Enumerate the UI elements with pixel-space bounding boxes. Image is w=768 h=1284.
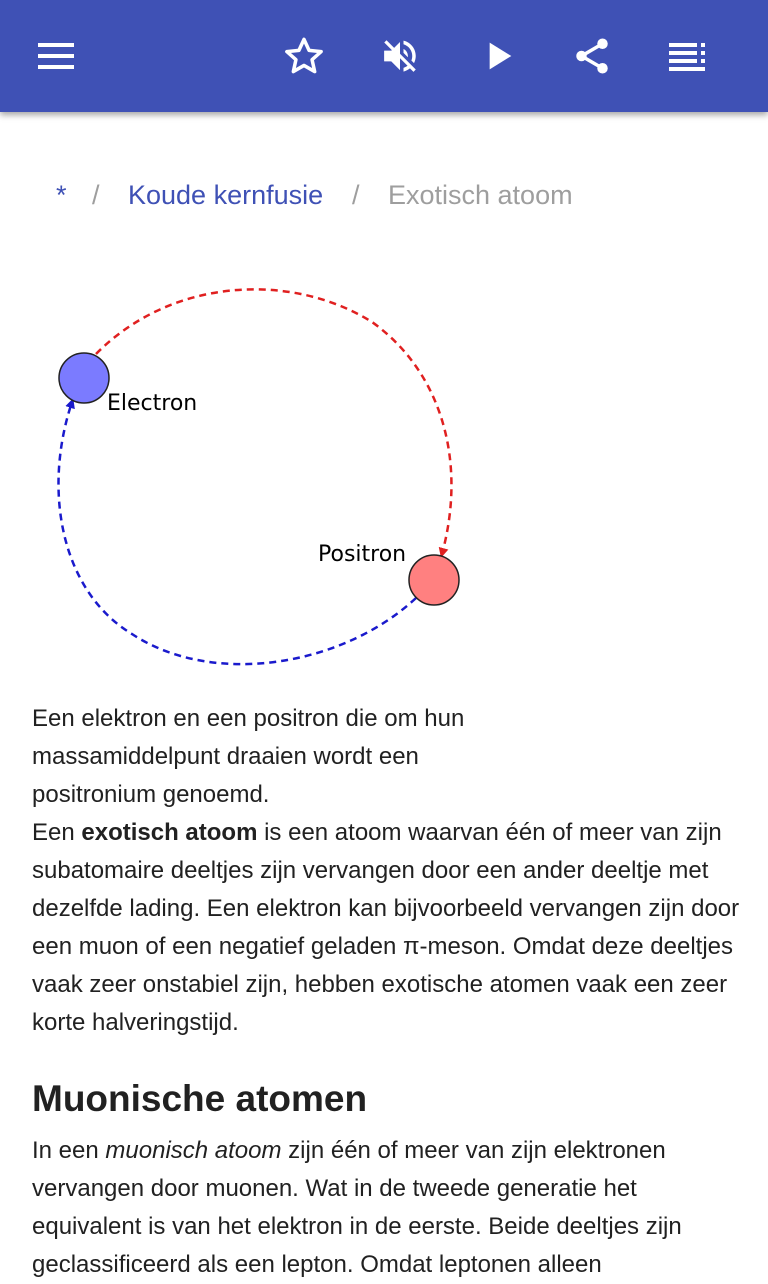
favorite-button[interactable]	[276, 28, 332, 84]
star-icon	[283, 35, 325, 77]
play-icon	[478, 36, 518, 76]
term-exotisch-atoom: exotisch atoom	[81, 819, 258, 846]
share-button[interactable]	[564, 28, 620, 84]
breadcrumb-home[interactable]: *	[56, 180, 67, 210]
electron-particle	[59, 353, 109, 403]
breadcrumb-separator: /	[92, 180, 100, 210]
breadcrumb-parent-link[interactable]: Koude kernfusie	[128, 180, 324, 210]
positron-particle	[409, 555, 459, 605]
term-muonisch-atoom: muonisch atoom	[105, 1137, 282, 1164]
electron-label: Electron	[107, 391, 198, 416]
playlist-icon	[667, 39, 709, 73]
menu-icon	[36, 41, 76, 71]
paragraph-text: is een atoom waarvan één of meer van zijn subatomaire deeltjes zijn vervangen door een ander deeltje met dezelfde lading. Een elektron kan bijvoorbeeld vervangen zijn door een muon of een negatief geladen π-meson. Omdat deze deeltjes vaak zeer onstabiel zijn, hebben exotische atomen vaak een zeer korte halveringstijd.	[32, 819, 740, 1036]
paragraph-text: zijn één of meer van zijn elektronen vervangen door muonen. Wat in de tweede generatie het equivalent is van het elektron in de eerste. Beide deeltjes zijn geclassificeerd als een lepton. Omdat leptonen alleen	[32, 1137, 682, 1278]
figure-caption: Een elektron en een positron die om hun massamiddelpunt draaien wordt een positronium genoemd.	[32, 705, 465, 808]
article-paragraph	[32, 814, 744, 1042]
positron-orbit-path	[96, 289, 451, 554]
playlist-button[interactable]	[660, 28, 716, 84]
menu-button[interactable]	[28, 28, 84, 84]
breadcrumb-current: Exotisch atoom	[388, 180, 573, 210]
positron-label: Positron	[318, 542, 407, 567]
share-icon	[571, 35, 613, 77]
positronium-diagram	[32, 262, 492, 692]
electron-orbit-path	[59, 402, 417, 664]
mute-button[interactable]	[372, 28, 428, 84]
app-toolbar	[0, 0, 768, 112]
play-button[interactable]	[470, 28, 526, 84]
paragraph-text: Een	[32, 819, 82, 846]
section-heading: Muonische atomen	[32, 1078, 368, 1119]
breadcrumb-separator: /	[352, 180, 360, 210]
volume-off-icon	[379, 35, 421, 77]
paragraph-text: In een	[32, 1137, 106, 1164]
article-paragraph	[32, 1132, 744, 1284]
